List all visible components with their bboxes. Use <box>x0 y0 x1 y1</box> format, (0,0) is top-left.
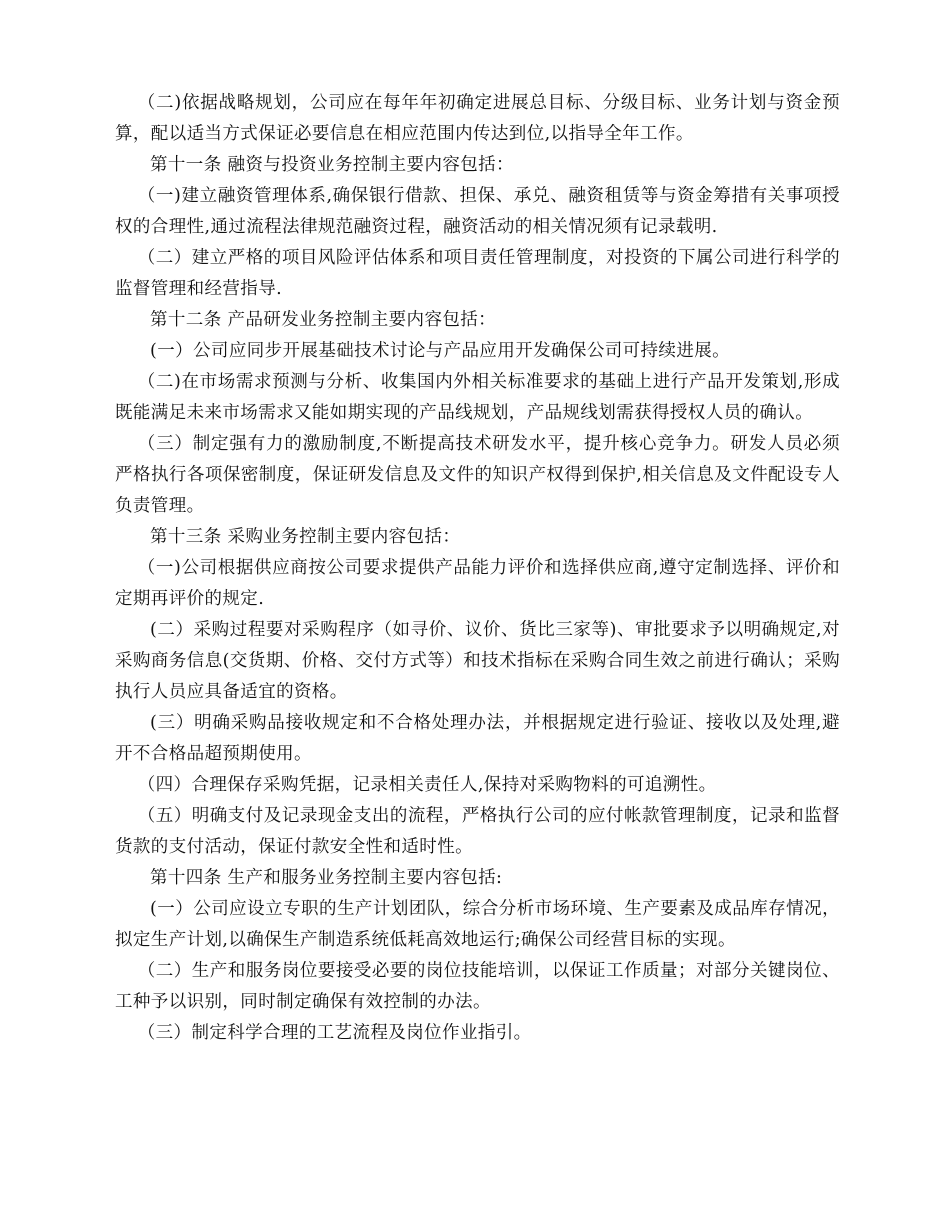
paragraph-13-3: (三）明确采购品接收规定和不合格处理办法，并根据规定进行验证、接收以及处理,避开不合格品超预期使用。 <box>115 713 840 764</box>
article-12-heading: 第十二条 产品研发业务控制主要内容包括： <box>150 310 497 330</box>
paragraph-11-2: （二）建立严格的项目风险评估体系和项目责任管理制度，对投资的下属公司进行科学的监督管理和经营指导. <box>115 248 840 299</box>
paragraph-14-2: （二）生产和服务岗位要接受必要的岗位技能培训，以保证工作质量；对部分关键岗位、工种予以识别，同时制定确保有效控制的办法。 <box>115 961 840 1012</box>
paragraph-12-1: (一）公司应同步开展基础技术讨论与产品应用开发确保公司可持续进展。 <box>150 341 731 361</box>
paragraph-13-1: （一)公司根据供应商按公司要求提供产品能力评价和选择供应商,遵守定制选择、评价和定期再评价的规定. <box>115 558 840 609</box>
paragraph-14-3: （三）制定科学合理的工艺流程及岗位作业指引。 <box>137 1023 532 1043</box>
paragraph-12-3: （三）制定强有力的激励制度,不断提高技术研发水平，提升核心竞争力。研发人员必须严格执行各项保密制度，保证研发信息及文件的知识产权得到保护,相关信息及文件配设专人负责管理。 <box>115 434 840 516</box>
article-13-heading: 第十三条 采购业务控制主要内容包括： <box>150 527 461 547</box>
paragraph-11-1: （一)建立融资管理体系,确保银行借款、担保、承兑、融资租赁等与资金筹措有关事项授权的合理性,通过流程法律规范融资过程，融资活动的相关情况须有记录载明. <box>115 186 840 237</box>
paragraph-14-1: (一）公司应设立专职的生产计划团队，综合分析市场环境、生产要素及成品库存情况，拟定生产计划,以确保生产制造系统低耗高效地运行;确保公司经营目标的实现。 <box>115 899 840 950</box>
paragraph-13-2: (二）采购过程要对采购程序（如寻价、议价、货比三家等)、审批要求予以明确规定,对采购商务信息(交货期、价格、交付方式等）和技术指标在采购合同生效之前进行确认；采购执行人员应具备适宜的资格。 <box>115 620 840 702</box>
article-11-heading: 第十一条 融资与投资业务控制主要内容包括： <box>150 155 514 175</box>
paragraph-13-5: （五）明确支付及记录现金支出的流程，严格执行公司的应付帐款管理制度，记录和监督货款的支付活动，保证付款安全性和适时性。 <box>115 806 840 857</box>
document-page <box>115 88 840 1049</box>
paragraph-13-4: （四）合理保存采购凭据，记录相关责任人,保持对采购物料的可追溯性。 <box>137 775 717 795</box>
paragraph-10-2: （二)依据战略规划，公司应在每年年初确定进展总目标、分级目标、业务计划与资金预算，配以适当方式保证必要信息在相应范围内传达到位,以指导全年工作。 <box>115 93 840 144</box>
article-14-heading: 第十四条 生产和服务业务控制主要内容包括: <box>150 868 503 888</box>
paragraph-12-2: （二)在市场需求预测与分析、收集国内外相关标准要求的基础上进行产品开发策划,形成既能满足未来市场需求又能如期实现的产品线规划，产品规线划需获得授权人员的确认。 <box>115 372 840 423</box>
